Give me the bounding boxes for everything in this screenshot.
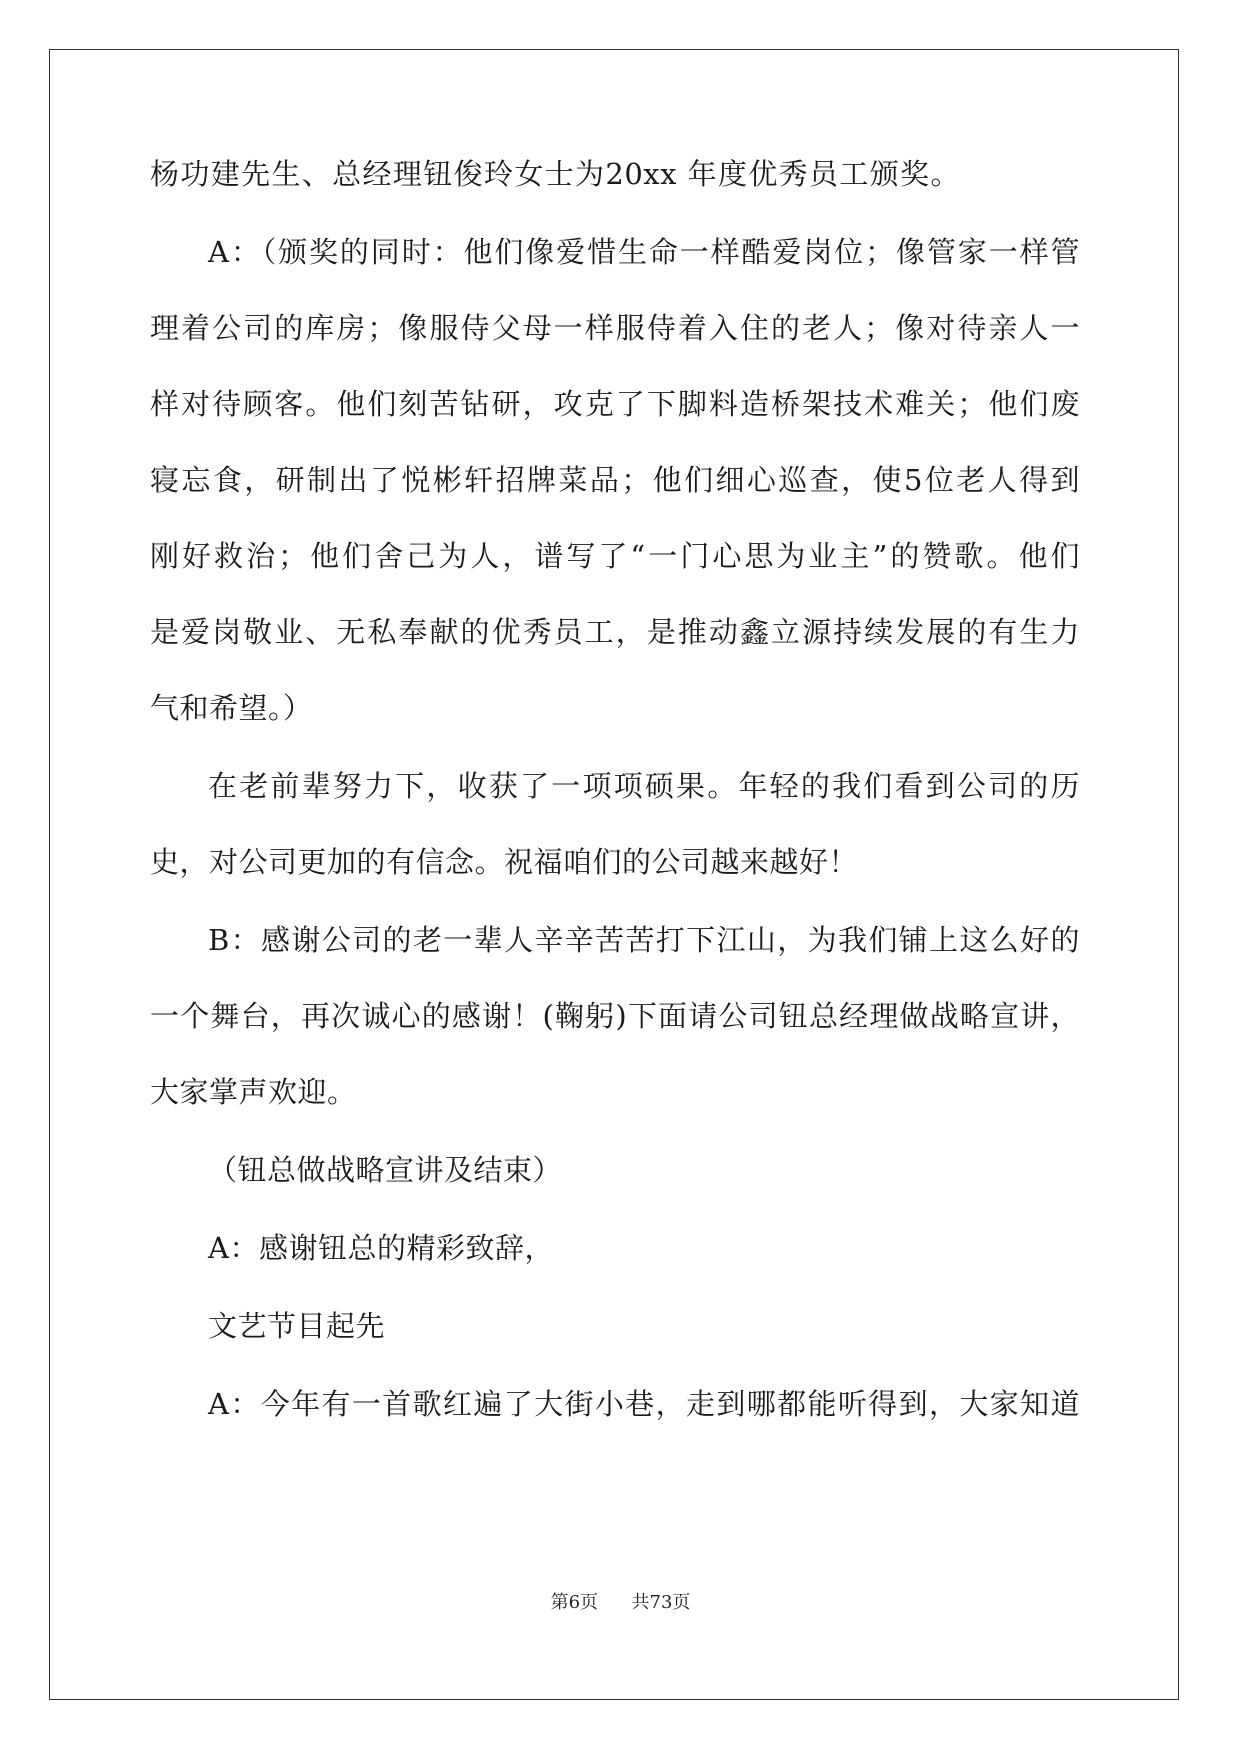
paragraph-line: 史，对公司更加的有信念。祝福咱们的公司越来越好！ [150,845,859,879]
page-number: 第6页 [550,1592,599,1613]
paragraph-line: 文艺节目起先 [208,1309,386,1343]
paragraph-line: 气和希望。） [150,691,313,725]
paragraph-line: 大家掌声欢迎。 [150,1075,357,1109]
paragraph-line: 是爱岗敬业、无私奉献的优秀员工，是推动鑫立源持续发展的有生力 [150,615,1080,649]
paragraph-line: 刚好救治；他们舍己为人，谱写了“一门心思为业主”的赞歌。他们 [150,539,1080,573]
paragraph-line: B：感谢公司的老一辈人辛辛苦苦打下江山，为我们铺上这么好的 [208,923,1080,957]
paragraph-line: 一个舞台，再次诚心的感谢！(鞠躬)下面请公司钮总经理做战略宣讲， [150,999,1080,1033]
paragraph-line: 杨功建先生、总经理钮俊玲女士为20xx 年度优秀员工颁奖。 [150,157,960,191]
paragraph-line: A：感谢钮总的精彩致辞， [208,1231,554,1265]
page-footer [0,1591,1241,1615]
page-total: 共73页 [631,1592,691,1613]
paragraph-line: 寝忘食，研制出了悦彬轩招牌菜品；他们细心巡查，使5位老人得到 [150,463,1080,497]
paragraph-line: 理着公司的库房；像服侍父母一样服侍着入住的老人；像对待亲人一 [150,311,1080,345]
paragraph-line: A：今年有一首歌红遍了大街小巷，走到哪都能听得到，大家知道 [208,1387,1080,1421]
paragraph-line: 在老前辈努力下，收获了一项项硕果。年轻的我们看到公司的历 [208,769,1080,803]
paragraph-line: 样对待顾客。他们刻苦钻研，攻克了下脚料造桥架技术难关；他们废 [150,387,1080,421]
paragraph-line: （钮总做战略宣讲及结束） [208,1153,563,1187]
paragraph-line: A：（颁奖的同时：他们像爱惜生命一样酷爱岗位；像管家一样管 [208,235,1080,269]
